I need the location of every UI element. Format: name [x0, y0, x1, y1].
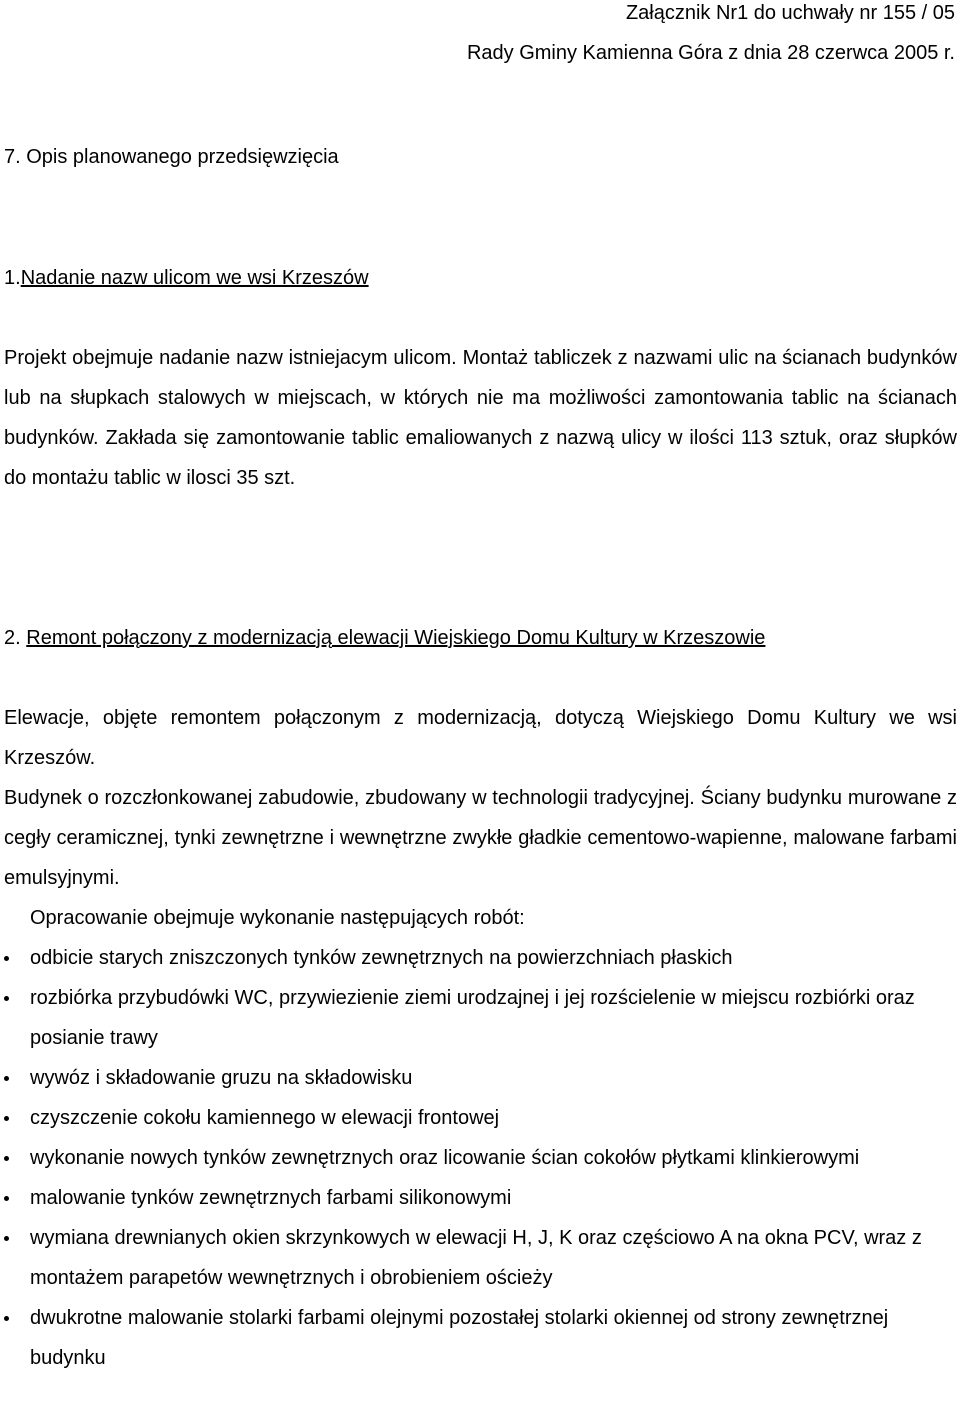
item-2-heading [4, 618, 957, 658]
list-item: czyszczenie cokołu kamiennego w elewacji frontowej [4, 1098, 957, 1138]
item-2-paragraph-2: Budynek o rozczłonkowanej zabudowie, zbudowany w technologii tradycyjnej. Ściany budynku murowane z cegły ceramicznej, tynki zewnętrzne i wewnętrzne zwykłe gładkie cementowo-wapienne, malowane farbami emulsyjnymi. [4, 787, 957, 889]
item-2-title: Remont połączony z modernizacją elewacji Wiejskiego Domu Kultury w Krzeszowie [26, 627, 766, 649]
list-item: malowanie tynków zewnętrznych farbami silikonowymi [4, 1178, 957, 1218]
item-1-paragraph: Projekt obejmuje nadanie nazw istniejacym ulicom. Montaż tabliczek z nazwami ulic na ścianach budynków lub na słupkach stalowych w miejscach, w których nie ma możliwości zamontowania tablic na ścianach budynków. Zakłada się zamontowanie tablic emaliowanych z nazwą ulicy w ilości 113 sztuk, oraz słupków do montażu tablic w ilosci 35 szt. [4, 347, 957, 489]
works-list [4, 938, 957, 1378]
list-item: rozbiórka przybudówki WC, przywiezienie ziemi urodzajnej i jej rozścielenie w miejscu rozbiórki oraz posianie trawy [4, 978, 957, 1058]
item-2-number: 2. [4, 627, 21, 649]
list-item: wywóz i składowanie gruzu na składowisku [4, 1058, 957, 1098]
section-title: 7. Opis planowanego przedsięwzięcia [4, 146, 339, 168]
item-2-paragraph-1: Elewacje, objęte remontem połączonym z modernizacją, dotyczą Wiejskiego Domu Kultury we wsi Krzeszów. [4, 707, 957, 769]
header-line-2: Rady Gminy Kamienna Góra z dnia 28 czerwca 2005 r. [466, 42, 955, 64]
list-item: wymiana drewnianych okien skrzynkowych w elewacji H, J, K oraz częściowo A na okna PCV, wraz z montażem parapetów wewnętrznych i obrobieniem ościeży [4, 1218, 957, 1298]
works-list-container [4, 938, 957, 1378]
header-attachment-note [467, 0, 955, 73]
header-line-1: Załącznik Nr1 do uchwały nr 155 / 05 [625, 2, 955, 24]
item-2-intro: Opracowanie obejmuje wykonanie następujących robót: [30, 907, 525, 929]
list-item: odbicie starych zniszczonych tynków zewnętrznych na powierzchniach płaskich [4, 938, 957, 978]
item-1-title: Nadanie nazw ulicom we wsi Krzeszów [20, 267, 369, 289]
list-item: wykonanie nowych tynków zewnętrznych oraz licowanie ścian cokołów płytkami klinkierowymi [4, 1138, 957, 1178]
item-1-heading [4, 258, 957, 298]
list-item: dwukrotne malowanie stolarki farbami olejnymi pozostałej stolarki okiennej od strony zewnętrznej budynku [4, 1298, 957, 1378]
item-1-number: 1. [4, 267, 21, 289]
